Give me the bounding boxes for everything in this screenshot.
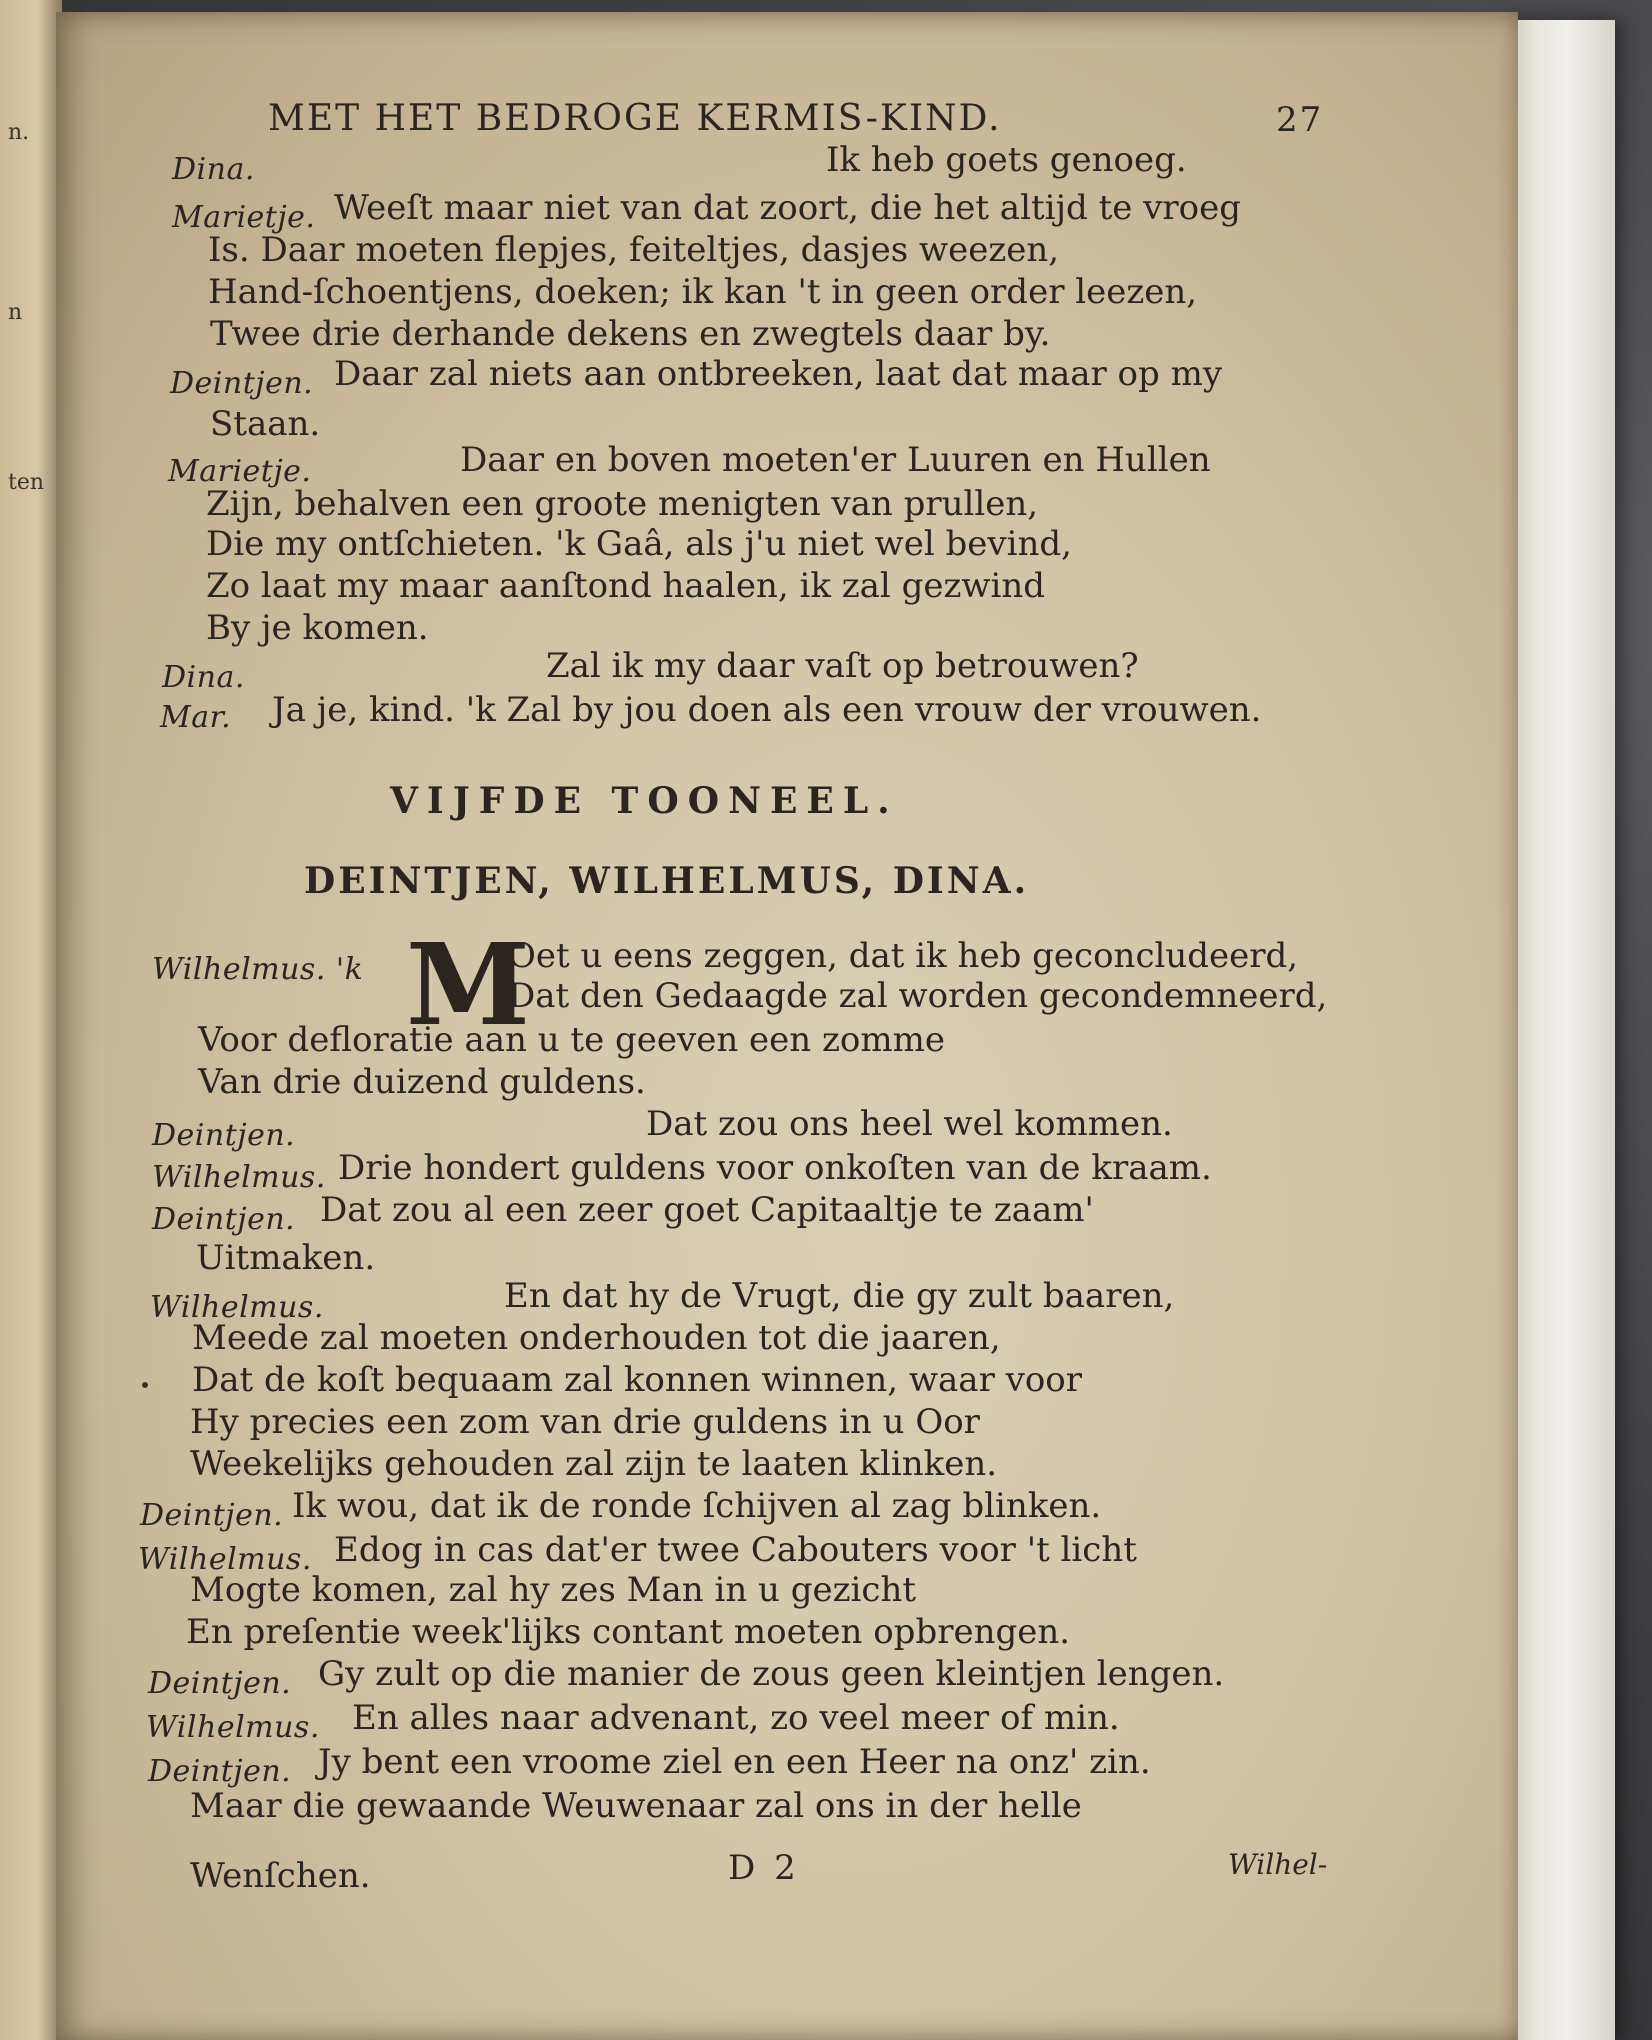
verse-line: Hy precies een zom van drie guldens in u Oor bbox=[190, 1402, 980, 1442]
verse-line: By je komen. bbox=[206, 608, 429, 648]
verse-line: Weekelijks gehouden zal zijn te laaten klinken. bbox=[190, 1444, 998, 1484]
left-fragment: ten bbox=[8, 470, 45, 495]
margin-mark bbox=[142, 1382, 148, 1388]
speaker-name: Wilhelmus. 'k bbox=[152, 952, 364, 987]
speaker-name: Wilhelmus. bbox=[138, 1542, 312, 1577]
verse-line: Dat zou ons heel wel kommen. bbox=[646, 1104, 1173, 1144]
verse-line: Dat zou al een zeer goet Capitaaltje te zaam' bbox=[320, 1190, 1094, 1230]
speaker-name: Deintjen. bbox=[152, 1202, 296, 1237]
speaker-name: Deintjen. bbox=[170, 366, 314, 401]
verse-line: En preſentie week'lijks contant moeten opbrengen. bbox=[186, 1612, 1071, 1652]
scene-heading: VIJFDE TOONEEL. bbox=[390, 780, 899, 822]
speaker-name: Deintjen. bbox=[148, 1754, 292, 1789]
verse-line: Dat den Gedaagde zal worden gecondemneerd, bbox=[508, 976, 1328, 1016]
running-head-title: MET HET BEDROGE KERMIS-KIND. bbox=[268, 98, 1002, 139]
verse-line: Daar en boven moeten'er Luuren en Hullen bbox=[460, 440, 1211, 480]
verse-line: Staan. bbox=[210, 404, 321, 444]
verse-line: Meede zal moeten onderhouden tot die jaaren, bbox=[192, 1318, 1001, 1358]
running-head bbox=[268, 98, 1324, 140]
speaker-name: Wilhelmus. bbox=[146, 1710, 320, 1745]
verse-line: Die my ontſchieten. 'k Gaâ, als j'u niet wel bevind, bbox=[206, 524, 1072, 564]
catchword: Wilhel- bbox=[1228, 1848, 1328, 1881]
speaker-name: Dina. bbox=[172, 152, 255, 187]
verse-line: Is. Daar moeten flepjes, feiteltjes, dasjes weezen, bbox=[208, 230, 1060, 270]
verse-line: Zal ik my daar vaſt op betrouwen? bbox=[546, 646, 1139, 686]
page-number: 27 bbox=[1276, 100, 1324, 140]
verse-line: Dat de koſt bequaam zal konnen winnen, waar voor bbox=[192, 1360, 1083, 1400]
speaker-name: Marietje. bbox=[168, 454, 312, 489]
verse-line: Daar zal niets aan ontbreeken, laat dat maar op my bbox=[334, 354, 1223, 394]
verse-line: Edog in cas dat'er twee Cabouters voor 't licht bbox=[334, 1530, 1137, 1570]
verse-line: Maar die gewaande Weuwenaar zal ons in der helle bbox=[190, 1786, 1082, 1826]
verse-line: En alles naar advenant, zo veel meer of min. bbox=[352, 1698, 1120, 1738]
verse-line: Van drie duizend guldens. bbox=[198, 1062, 646, 1102]
verse-line: Drie hondert guldens voor onkoſten van de kraam. bbox=[338, 1148, 1212, 1188]
signature-mark: D 2 bbox=[728, 1848, 800, 1888]
left-fragment: n. bbox=[8, 120, 30, 145]
speaker-name: Dina. bbox=[162, 660, 245, 695]
verse-line: Gy zult op die manier de zous geen kleintjen lengen. bbox=[318, 1654, 1225, 1694]
speaker-name: Wilhelmus. bbox=[150, 1290, 324, 1325]
scene-characters: DEINTJEN, WILHELMUS, DINA. bbox=[304, 860, 1030, 902]
drop-cap: M bbox=[406, 920, 530, 1051]
verse-line: Jy bent een vroome ziel en een Heer na onz' zin. bbox=[318, 1742, 1151, 1782]
left-fragment: n bbox=[8, 300, 23, 325]
verse-line: Uitmaken. bbox=[196, 1238, 376, 1278]
speaker-name: Wilhelmus. bbox=[152, 1160, 326, 1195]
speaker-name: Deintjen. bbox=[152, 1118, 296, 1153]
verse-line: Zijn, behalven een groote menigten van prullen, bbox=[206, 484, 1039, 524]
verse-line: Zo laat my maar aanſtond haalen, ik zal gezwind bbox=[206, 566, 1046, 606]
verse-line: Weeſt maar niet van dat zoort, die het altijd te vroeg bbox=[334, 188, 1242, 228]
speaker-name: Marietje. bbox=[172, 200, 316, 235]
verse-line: Voor defloratie aan u te geeven een zomme bbox=[198, 1020, 945, 1060]
verse-line: En dat hy de Vrugt, die gy zult baaren, bbox=[504, 1276, 1175, 1316]
verse-line: Twee drie derhande dekens en zwegtels daar by. bbox=[210, 314, 1051, 354]
verse-line: Oet u eens zeggen, dat ik heb geconcludeerd, bbox=[508, 936, 1299, 976]
verse-line: Ik heb goets genoeg. bbox=[826, 140, 1187, 180]
facing-page-edge bbox=[0, 0, 62, 2040]
verse-line: Wenſchen. bbox=[190, 1856, 371, 1896]
verse-line: Ik wou, dat ik de ronde ſchijven al zag blinken. bbox=[292, 1486, 1102, 1526]
speaker-name: Mar. bbox=[160, 700, 232, 735]
speaker-name: Deintjen. bbox=[140, 1498, 284, 1533]
verse-line: Hand-ſchoentjens, doeken; ik kan 't in geen order leezen, bbox=[208, 272, 1198, 312]
verse-line: Ja je, kind. 'k Zal by jou doen als een vrouw der vrouwen. bbox=[272, 690, 1262, 730]
speaker-name: Deintjen. bbox=[148, 1666, 292, 1701]
verse-line: Mogte komen, zal hy zes Man in u gezicht bbox=[190, 1570, 917, 1610]
